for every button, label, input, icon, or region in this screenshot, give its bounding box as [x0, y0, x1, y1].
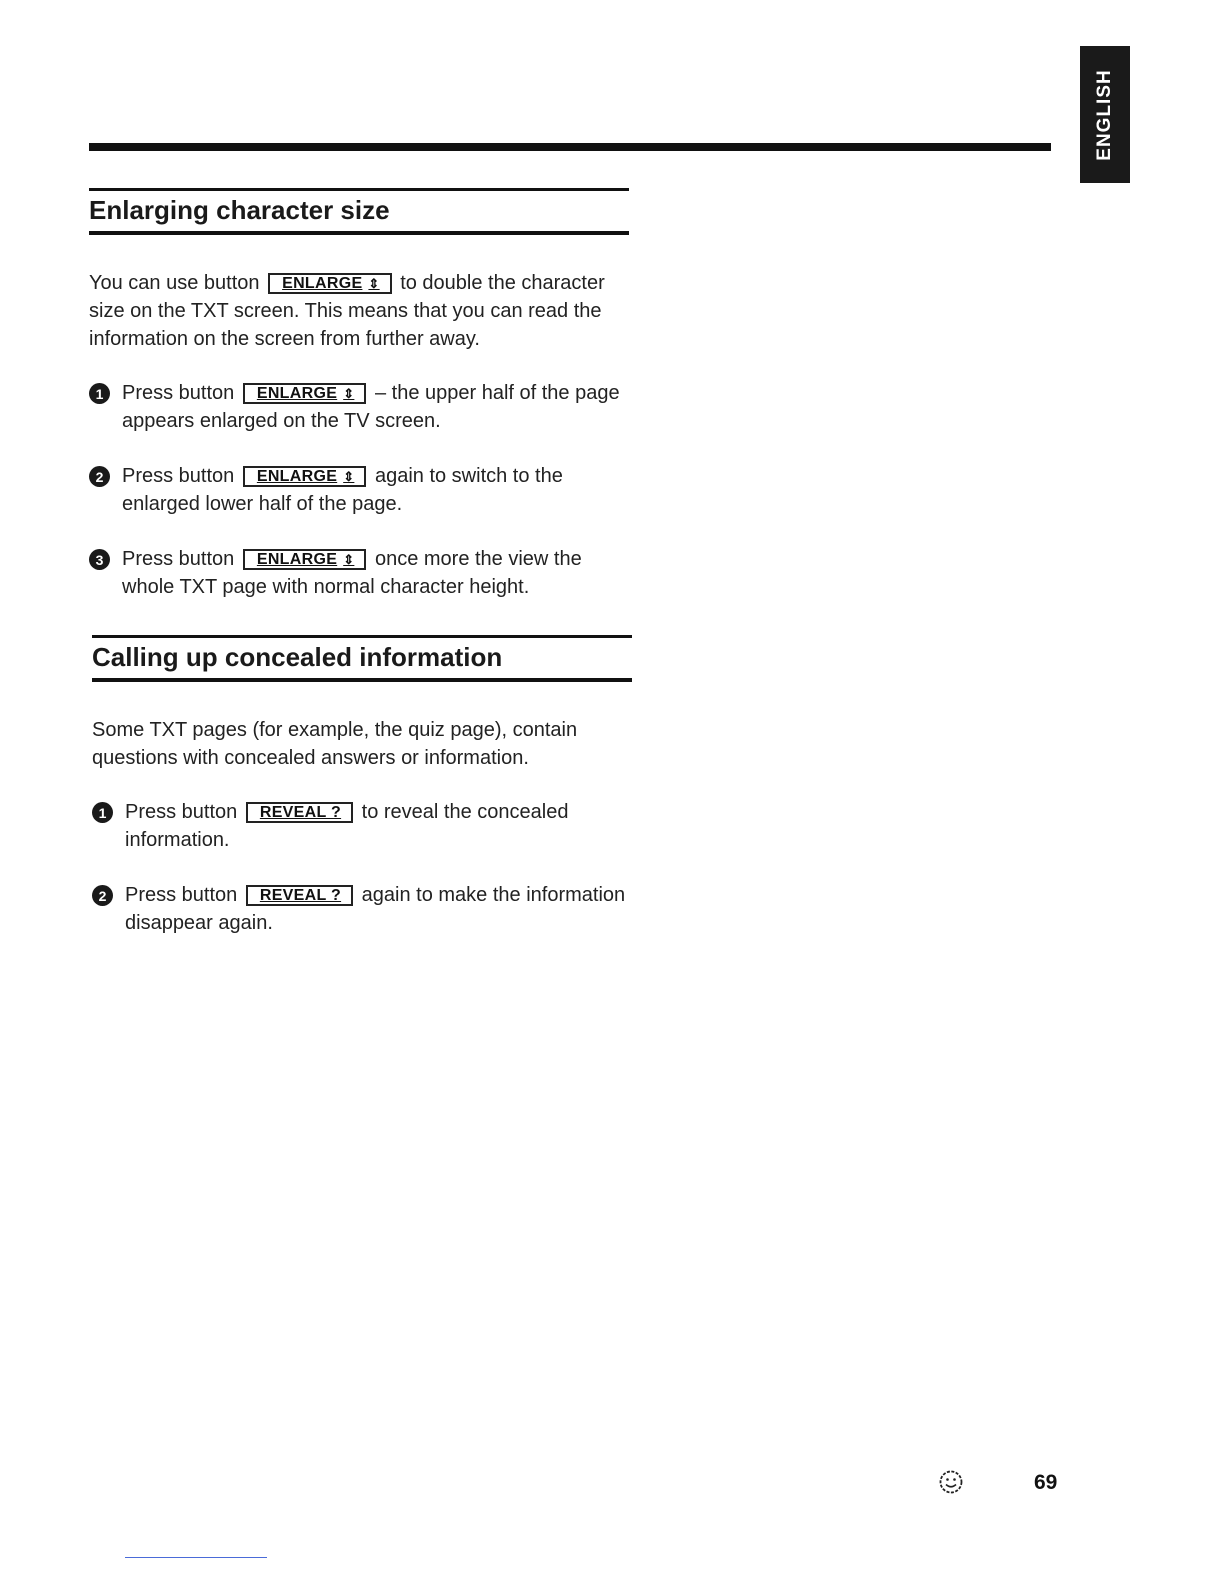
footer-link-rule — [125, 1557, 267, 1558]
language-tab-english — [1080, 46, 1130, 183]
steps-list — [89, 379, 629, 601]
enlarge-arrows-icon: ⇕ — [343, 386, 355, 401]
step-item: 3 Press button ENLARGE ⇕ once more the view the whole TXT page with normal character height. — [89, 545, 629, 601]
step-item: 1 Press button REVEAL ? to reveal the concealed information. — [92, 798, 632, 854]
enlarge-key-label: ENLARGE ⇕ — [268, 273, 392, 294]
enlarge-arrows-icon: ⇕ — [343, 552, 355, 567]
enlarge-arrows-icon: ⇕ — [343, 469, 355, 484]
step-item: 2 Press button REVEAL ? again to make the information disappear again. — [92, 881, 632, 937]
enlarge-key-label: ENLARGE ⇕ — [243, 466, 367, 487]
enlarge-key-label: ENLARGE ⇕ — [243, 383, 367, 404]
step-number-badge: 1 — [89, 383, 110, 404]
header-rule — [89, 143, 1051, 151]
intro-text-after: to double the character size on the TXT screen. This means that you can read the information on the screen from further away. — [89, 272, 605, 350]
step-item: 2 Press button ENLARGE ⇕ again to switch to the enlarged lower half of the page. — [89, 462, 629, 518]
section-heading-bar — [92, 635, 632, 682]
step-item: 1 Press button ENLARGE ⇕ – the upper half of the page appears enlarged on the TV screen. — [89, 379, 629, 435]
section-title: Enlarging character size — [89, 195, 390, 225]
section-calling-up-concealed-information — [92, 635, 632, 937]
page-number: 69 — [1034, 1471, 1058, 1494]
steps-list — [92, 798, 632, 937]
section-heading-bar — [89, 188, 629, 235]
step-number-badge: 2 — [89, 466, 110, 487]
intro-text-before: You can use button — [89, 272, 260, 294]
section-enlarging-character-size — [89, 188, 629, 601]
enlarge-arrows-icon: ⇕ — [368, 276, 380, 291]
step-number-badge: 3 — [89, 549, 110, 570]
section-intro — [89, 269, 629, 353]
smiley-face-icon — [938, 1469, 964, 1495]
language-tab-label: ENGLISH — [1094, 68, 1115, 161]
step-number-badge: 1 — [92, 802, 113, 823]
section-title: Calling up concealed information — [92, 642, 503, 672]
enlarge-key-label: ENLARGE ⇕ — [243, 549, 367, 570]
step-number-badge: 2 — [92, 885, 113, 906]
section-intro: Some TXT pages (for example, the quiz page), contain questions with concealed answers or information. — [92, 719, 578, 769]
reveal-key-label: REVEAL ? — [246, 802, 353, 823]
reveal-key-label: REVEAL ? — [246, 885, 353, 906]
